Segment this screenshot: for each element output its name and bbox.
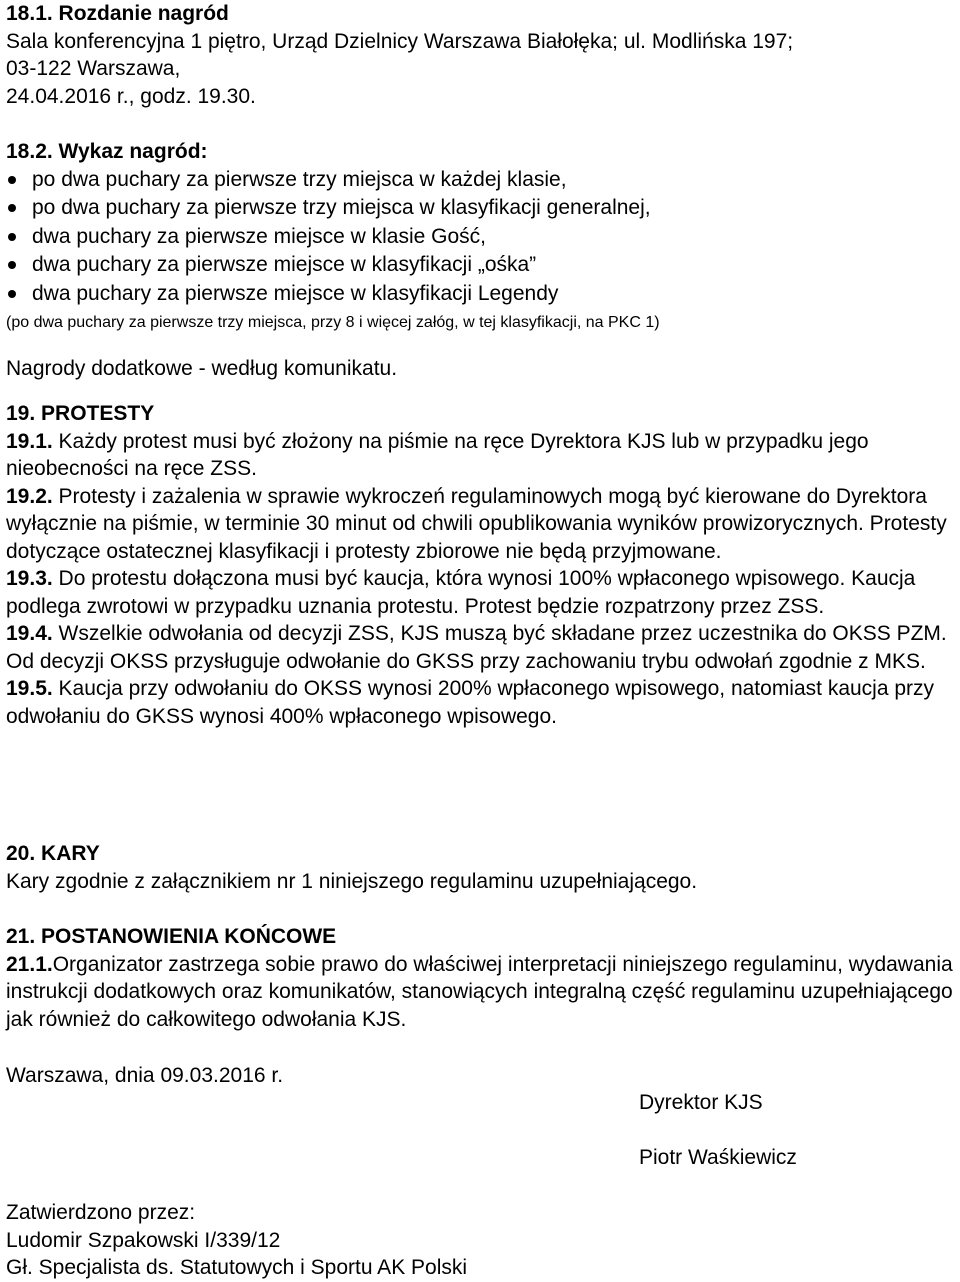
section-18-2-title: 18.2. Wykaz nagród: [6, 140, 208, 163]
place-date: Warszawa, dnia 09.03.2016 r. [6, 1064, 284, 1087]
bullet-icon [8, 176, 16, 184]
venue-line: Sala konferencyjna 1 piętro, Urząd Dzielnicy Warszawa Białołęka; ul. Modlińska 197; [6, 29, 794, 53]
paragraph-21-1: 21.1.Organizator zastrzega sobie prawo do właściwej interpretacji niniejszego regulaminu, wydawania instrukcji dodatkowych oraz komunikatów, stanowiących integralną część regulaminu uzupełniającego jak również do całkowitego odwołania KJS. [6, 952, 953, 1031]
paragraph-19-5: 19.5. Kaucja przy odwołaniu do OKSS wynosi 200% wpłaconego wpisowego, natomiast kaucja przy odwołaniu do GKSS wynosi 400% wpłaconego wpisowego. [6, 677, 935, 728]
extra-prizes: Nagrody dodatkowe - według komunikatu. [6, 357, 398, 380]
section-21-title: 21. POSTANOWIENIA KOŃCOWE [6, 925, 337, 948]
director-name: Piotr Waśkiewicz [639, 1146, 797, 1169]
director-title: Dyrektor KJS [639, 1091, 763, 1114]
section-20-title: 20. KARY [6, 842, 100, 865]
section-19 [6, 400, 956, 730]
paragraph-19-3: 19.3. Do protestu dołączona musi być kaucja, która wynosi 100% wpłaconego wpisowego. Kaucja podlega zwrotowi w przypadku uznania protestu. Protest będzie rozpatrzony przez ZSS. [6, 567, 916, 618]
list-item: dwa puchary za pierwsze miejsce w klasyfikacji „ośka” [6, 251, 956, 280]
bullet-icon [8, 204, 16, 212]
section-20-text: Kary zgodnie z załącznikiem nr 1 niniejszego regulaminu uzupełniającego. [6, 869, 698, 893]
paragraph-19-2: 19.2. Protesty i zażalenia w sprawie wykroczeń regulaminowych mogą być kierowane do Dyrektora wyłącznie na piśmie, w terminie 30 minut od chwili opublikowania wyników prowizorycznych. Protesty dotyczące ostatecznej klasyfikacji i protesty zbiorowe nie będą przyjmowane. [6, 484, 947, 563]
list-item: po dwa puchary za pierwsze trzy miejsca w klasyfikacji generalnej, [6, 194, 956, 223]
bullet-icon [8, 290, 16, 298]
approver-role: Gł. Specjalista ds. Statutowych i Sportu AK Polski [6, 1256, 468, 1279]
approver-name: Ludomir Szpakowski I/339/12 [6, 1228, 281, 1252]
list-item: dwa puchary za pierwsze miejsce w klasyfikacji Legendy [6, 280, 956, 309]
approval-block [6, 1199, 956, 1282]
address-line: 03-122 Warszawa, [6, 57, 181, 80]
section-18-1-title: 18.1. Rozdanie nagród [6, 2, 229, 25]
date-time-line: 24.04.2016 r., godz. 19.30. [6, 84, 256, 108]
bullet-icon [8, 261, 16, 269]
section-20 [6, 840, 956, 895]
paragraph-19-4: 19.4. Wszelkie odwołania od decyzji ZSS, KJS muszą być składane przez uczestnika do OKSS PZM. Od decyzji OKSS przysługuje odwołanie do GKSS przy zachowaniu trybu odwołań zgodnie z MKS. [6, 622, 947, 673]
section-18-2 [6, 138, 956, 334]
prize-note: (po dwa puchary za pierwsze trzy miejsca, przy 8 i więcej załóg, w tej klasyfikacji, na PKC 1) [6, 314, 660, 331]
section-18-1 [6, 0, 956, 110]
bullet-icon [8, 233, 16, 241]
paragraph-19-1: 19.1. Każdy protest musi być złożony na piśmie na ręce Dyrektora KJS lub w przypadku jego nieobecności na ręce ZSS. [6, 429, 869, 480]
list-item: dwa puchary za pierwsze miejsce w klasie Gość, [6, 223, 956, 252]
section-21 [6, 923, 956, 1033]
section-19-title: 19. PROTESTY [6, 402, 155, 425]
list-item: po dwa puchary za pierwsze trzy miejsca w każdej klasie, [6, 166, 956, 195]
prize-list [6, 166, 956, 309]
approved-label: Zatwierdzono przez: [6, 1201, 196, 1224]
